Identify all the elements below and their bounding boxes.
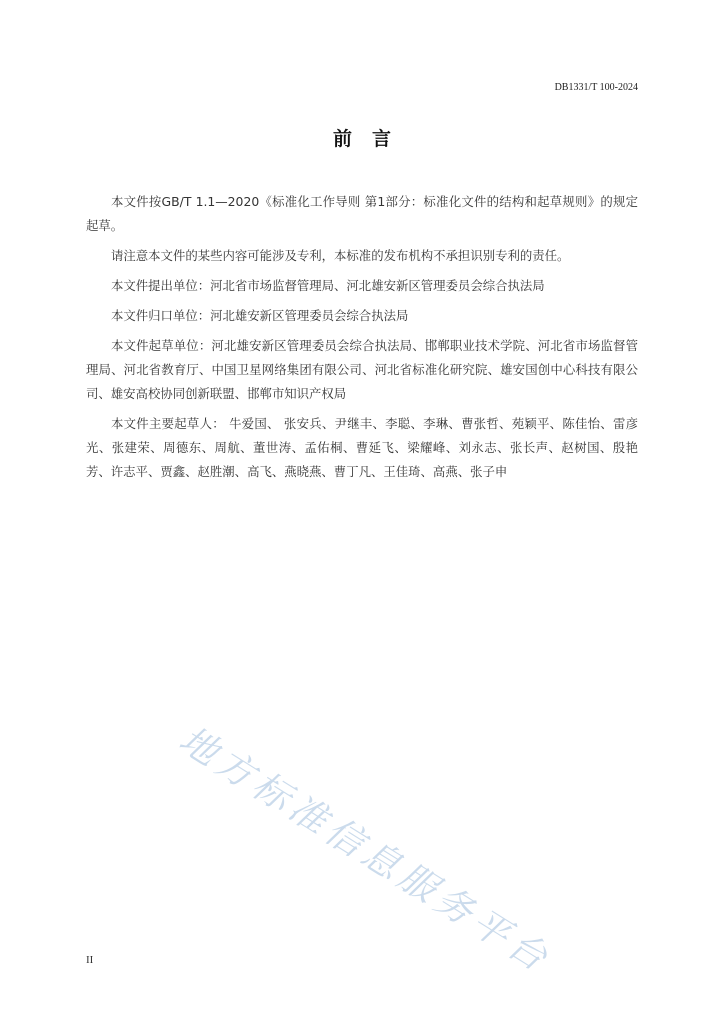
foreword-body: [86, 190, 638, 490]
watermark: 地方标准信息服务平台: [171, 717, 560, 983]
paragraph-patent-notice: 请注意本文件的某些内容可能涉及专利，本标准的发布机构不承担识别专利的责任。: [111, 248, 570, 263]
paragraph-drafting-units: 本文件起草单位：河北雄安新区管理委员会综合执法局、邯郸职业技术学院、河北省市场监督管理局、河北省教育厅、中国卫星网络集团有限公司、河北省标准化研究院、雄安国创中心科技有限公司、雄安高校协同创新联盟、邯郸市知识产权局: [86, 338, 638, 401]
page-number: II: [86, 954, 94, 966]
page-title: 前言: [332, 128, 411, 150]
document-code: DB1331/T 100-2024: [554, 82, 638, 93]
paragraph-proposing-unit: 本文件提出单位：河北省市场监督管理局、河北雄安新区管理委员会综合执法局: [111, 278, 545, 293]
paragraph-drafting-rules: 本文件按GB/T 1.1—2020《标准化工作导则 第1部分：标准化文件的结构和起草规则》的规定起草。: [86, 194, 638, 233]
paragraph-main-drafters: 本文件主要起草人： 牛爱国、 张安兵、尹继丰、李聪、李琳、曹张哲、苑颖平、陈佳怡、雷彦光、张建荣、周德东、周航、董世涛、孟佑桐、曹延飞、梁耀峰、刘永志、张长声、赵树国、殷艳芳、许志平、贾鑫、赵胜潮、高飞、燕晓燕、曹丁凡、王佳琦、高燕、张子申: [86, 416, 638, 479]
paragraph-centralized-unit: 本文件归口单位：河北雄安新区管理委员会综合执法局: [111, 308, 409, 323]
